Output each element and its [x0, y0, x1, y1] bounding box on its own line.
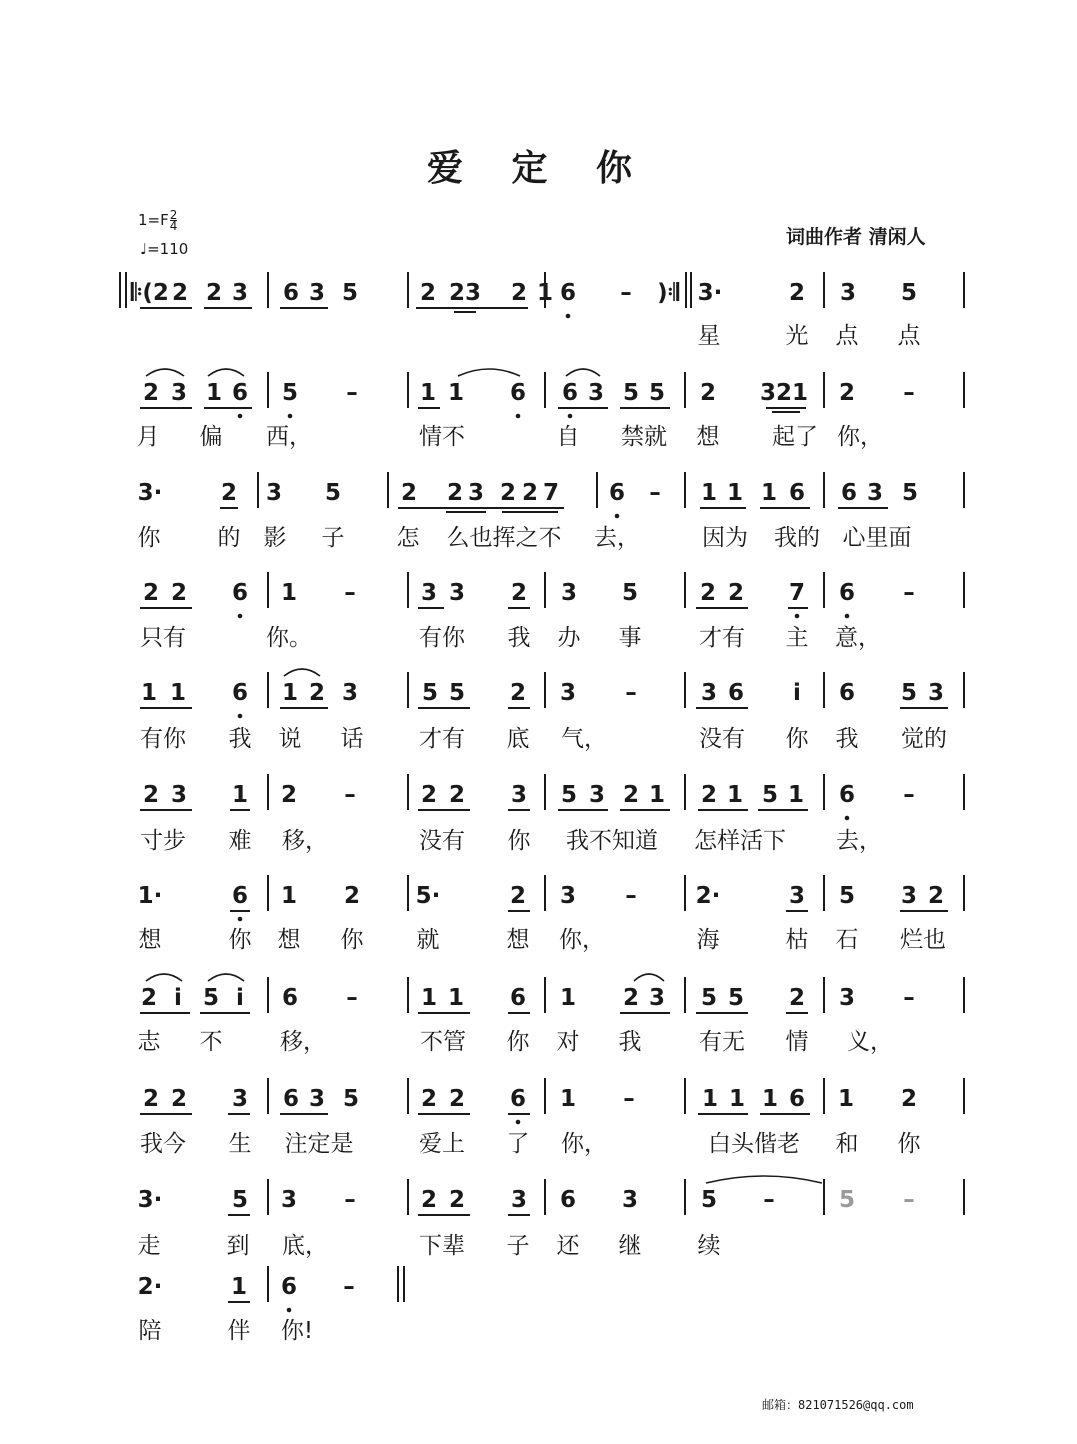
note: 1 [726, 782, 744, 808]
note: 5 [621, 580, 639, 606]
note: – [346, 985, 358, 1011]
note: 1 [536, 280, 554, 306]
note: 5 [900, 280, 918, 306]
lyric-syllable: 我不知道 [566, 828, 658, 854]
note: 1 [280, 580, 298, 606]
note: 2 [420, 1187, 438, 1213]
note: 5 [838, 883, 856, 909]
note: 3 [170, 782, 188, 808]
note: 1 [837, 1086, 855, 1112]
lyric-syllable: 你 [340, 927, 364, 953]
note: 3 [839, 280, 857, 306]
note: 𝄆(2 [131, 280, 169, 306]
note: 3 [510, 782, 528, 808]
note: 1 [420, 985, 438, 1011]
low-octave-dot [615, 514, 620, 519]
lyric-syllable: 你 [137, 525, 161, 551]
note: 2 [140, 985, 158, 1011]
note: 3 [866, 480, 884, 506]
low-octave-dot [566, 314, 571, 319]
note: 1 [230, 1274, 248, 1300]
note: 321 [759, 380, 809, 406]
lyric-syllable: 志 [137, 1029, 161, 1055]
lyric-syllable: 移， [282, 828, 328, 854]
note: 3 [308, 1086, 326, 1112]
lyric-syllable: 子 [506, 1233, 530, 1259]
note: 6 [840, 480, 858, 506]
note: 3 [170, 380, 188, 406]
note: 2 [280, 782, 298, 808]
note-layer [130, 280, 944, 1300]
note: 6 [788, 1086, 806, 1112]
note: 2 [142, 580, 160, 606]
lyric-syllable: 续 [697, 1233, 721, 1259]
note: 3 [280, 1187, 298, 1213]
lyric-syllable: 情不 [419, 424, 465, 450]
author-credit: 词曲作者 清闲人 [786, 226, 926, 248]
note: 1 [726, 480, 744, 506]
lyric-syllable: 难 [228, 828, 252, 854]
note: 2· [695, 883, 721, 909]
note: – [623, 1086, 635, 1112]
note: 3 [308, 280, 326, 306]
note: 3 [231, 280, 249, 306]
note: 2 [419, 280, 437, 306]
note: 6 [281, 985, 299, 1011]
note: 6 [509, 1086, 527, 1112]
note: 2 [400, 480, 418, 506]
note: 2 [509, 680, 527, 706]
note: 5 [324, 480, 342, 506]
note: 2 [788, 985, 806, 1011]
lyric-syllable: 说 [278, 726, 302, 752]
key-signature: 1=F [138, 211, 169, 229]
quarter-note-icon: ♩ [140, 240, 148, 258]
lyric-syllable: 月 [136, 424, 160, 450]
note: 3 [448, 580, 466, 606]
note: – [343, 1274, 355, 1300]
note: )𝄇 [657, 280, 679, 306]
note: 1 [728, 1086, 746, 1112]
lyric-syllable: 意， [835, 625, 881, 651]
low-octave-dot [516, 1120, 521, 1125]
note: 3 [265, 480, 283, 506]
tie-slur [284, 669, 320, 676]
lyric-syllable: 偏 [199, 424, 223, 450]
note: 23 [448, 280, 482, 306]
note: 3 [559, 883, 577, 909]
lyric-syllable: 自 [556, 424, 580, 450]
note: – [620, 280, 632, 306]
note: 1 [280, 883, 298, 909]
lyric-syllable: 你， [561, 1131, 607, 1157]
note: 1 [419, 380, 437, 406]
tempo-value: =110 [147, 240, 189, 258]
note: 2 [448, 1086, 466, 1112]
note: 2 [220, 480, 238, 506]
lyric-syllable: 因为 [702, 525, 748, 551]
note: – [903, 782, 915, 808]
lyric-syllable: 伴 [227, 1318, 251, 1344]
note: 1 [205, 380, 223, 406]
lyric-syllable: 寸步 [140, 828, 186, 854]
note: 1 [761, 1086, 779, 1112]
note: – [903, 580, 915, 606]
tie-slur [634, 974, 664, 981]
note: 5 [560, 782, 578, 808]
lyric-syllable: 气， [561, 726, 607, 752]
lyric-syllable: 去， [836, 828, 882, 854]
note: 2 [700, 782, 718, 808]
note: 2 [448, 782, 466, 808]
lyric-syllable: 星 [697, 323, 721, 349]
lyric-syllable: 怎 [396, 525, 420, 551]
note: 3 [838, 985, 856, 1011]
lyric-syllable: 和 [835, 1131, 859, 1157]
note: 2 [142, 380, 160, 406]
note: 3 [648, 985, 666, 1011]
note: 6 [559, 280, 577, 306]
note: 5 [838, 1187, 856, 1213]
note: 2 [699, 580, 717, 606]
lyric-syllable: 不管 [420, 1029, 466, 1055]
score-decorations [137, 308, 948, 1312]
note: 5 [648, 380, 666, 406]
note: 2 [699, 380, 717, 406]
note: 2 [927, 883, 945, 909]
tie-slur [706, 1176, 822, 1183]
low-octave-dot [568, 414, 573, 419]
note: 5 [761, 782, 779, 808]
note: 1 [231, 782, 249, 808]
lyric-syllable: 到 [226, 1233, 250, 1259]
note: 1 [281, 680, 299, 706]
lyric-syllable: 我 [228, 726, 252, 752]
lyric-syllable: 生 [228, 1131, 252, 1157]
note: 1 [140, 680, 158, 706]
note: 5 [727, 985, 745, 1011]
note: 3 [420, 580, 438, 606]
note: 1 [701, 1086, 719, 1112]
note: 5 [231, 1187, 249, 1213]
note: 6 [559, 1187, 577, 1213]
lyric-syllable: 底， [282, 1233, 328, 1259]
lyric-syllable: 的 [217, 525, 241, 551]
song-title: 爱 定 你 [426, 148, 651, 189]
note: 6 [231, 580, 249, 606]
note: 3 [560, 580, 578, 606]
lyric-syllable: 怎样活下 [694, 828, 786, 854]
tie-slur [208, 369, 244, 376]
note: 2 [170, 580, 188, 606]
low-octave-dot [845, 614, 850, 619]
note: – [625, 680, 637, 706]
lyric-syllable: 我的 [774, 525, 820, 551]
note: 1 [787, 782, 805, 808]
low-octave-dot [845, 816, 850, 821]
lyric-syllable: 陪 [138, 1318, 162, 1344]
note: 6 [509, 380, 527, 406]
note: 3 [788, 883, 806, 909]
lyric-syllable: 你 [897, 1131, 921, 1157]
lyric-syllable: 石 [835, 927, 859, 953]
lyric-syllable: 点 [835, 323, 859, 349]
note: 3 [467, 480, 485, 506]
note: 1 [447, 985, 465, 1011]
note: 5 [622, 380, 640, 406]
note: 2 [727, 580, 745, 606]
note: 3 [341, 680, 359, 706]
lyric-syllable: 心里面 [842, 525, 912, 551]
note: 3· [137, 480, 163, 506]
note: 5 [901, 480, 919, 506]
lyric-syllable: 我 [835, 726, 859, 752]
tie-slur [458, 369, 520, 376]
lyric-syllable: 不 [199, 1029, 223, 1055]
note: 3 [559, 680, 577, 706]
note: 2 [446, 480, 464, 506]
note: 5 [700, 1187, 718, 1213]
note: 2 [521, 480, 539, 506]
lyric-syllable: 影 [263, 525, 287, 551]
note: 2 [499, 480, 517, 506]
lyric-syllable: 光 [785, 323, 809, 349]
note: 6 [231, 883, 249, 909]
lyric-syllable: 起了 [772, 424, 818, 450]
lyric-syllable: 你 [507, 828, 531, 854]
note: 1 [447, 380, 465, 406]
note: 2 [622, 782, 640, 808]
note: 2 [510, 580, 528, 606]
lyric-syllable: 烂也 [900, 927, 946, 953]
low-octave-dot [287, 1308, 292, 1313]
note: 2 [171, 280, 189, 306]
time-signature-bottom: 4 [169, 219, 178, 233]
note: 2 [420, 1086, 438, 1112]
lyric-syllable: 对 [556, 1029, 580, 1055]
note: – [344, 1187, 356, 1213]
lyric-syllable: 你， [837, 424, 883, 450]
note: 2 [343, 883, 361, 909]
note: 2 [509, 883, 527, 909]
tie-slur [146, 974, 182, 981]
note: 3 [700, 680, 718, 706]
lyric-syllable: 办 [557, 625, 581, 651]
tie-slur [208, 974, 244, 981]
note: 6 [788, 480, 806, 506]
note: 1 [648, 782, 666, 808]
lyric-syllable: 西， [266, 424, 312, 450]
note: – [344, 782, 356, 808]
lyric-syllable: 点 [897, 323, 921, 349]
note: 5 [341, 280, 359, 306]
lyric-syllable: 事 [618, 625, 642, 651]
note: 5 [421, 680, 439, 706]
note: i [236, 985, 244, 1011]
lyric-syllable: 继 [618, 1233, 642, 1259]
lyric-syllable: 只有 [140, 625, 186, 651]
lyric-syllable: 主 [785, 625, 809, 651]
time-signature-top: 2 [169, 208, 178, 222]
note: 2 [420, 782, 438, 808]
note: 6 [509, 985, 527, 1011]
note: 2 [142, 782, 160, 808]
note: 5· [415, 883, 441, 909]
note: 1 [700, 480, 718, 506]
lyric-syllable: 有无 [699, 1029, 745, 1055]
lyric-syllable: 我今 [140, 1131, 186, 1157]
note: 6 [231, 680, 249, 706]
note: 1· [137, 883, 163, 909]
low-octave-dot [288, 414, 293, 419]
note: 6 [838, 680, 856, 706]
note: 6 [282, 1086, 300, 1112]
lyric-syllable: 话 [340, 726, 364, 752]
lyric-syllable: 去， [594, 525, 640, 551]
note: 1 [760, 480, 778, 506]
note: 5 [281, 380, 299, 406]
lyric-syllable: 枯 [785, 927, 809, 953]
lyric-syllable: 觉的 [901, 726, 947, 752]
note: 3 [900, 883, 918, 909]
low-octave-dot [516, 414, 521, 419]
lyric-syllable: 有你 [140, 726, 186, 752]
note: 6 [727, 680, 745, 706]
note: – [649, 480, 661, 506]
lyric-syllable: 有你 [419, 625, 465, 651]
low-octave-dot [238, 614, 243, 619]
note: – [903, 380, 915, 406]
lyric-syllable: 还 [556, 1233, 580, 1259]
lyric-syllable: 你 [506, 1029, 530, 1055]
tie-slur [146, 369, 184, 376]
low-octave-dot [238, 414, 243, 419]
lyric-syllable: 海 [696, 927, 720, 953]
lyric-syllable: 禁就 [621, 424, 667, 450]
lyric-syllable: 子 [321, 525, 345, 551]
note: 3 [587, 380, 605, 406]
note: 3· [697, 280, 723, 306]
lyric-syllable: 想 [696, 424, 720, 450]
note: 2 [142, 1086, 160, 1112]
lyric-syllable: 你。 [266, 625, 312, 651]
low-octave-dot [238, 917, 243, 922]
note: 3 [231, 1086, 249, 1112]
lyric-syllable: 你， [559, 927, 605, 953]
note: 6 [838, 580, 856, 606]
lyric-syllable: 才有 [699, 625, 745, 651]
note: 2 [170, 1086, 188, 1112]
low-octave-dot [795, 614, 800, 619]
note: – [625, 883, 637, 909]
note: 6 [231, 380, 249, 406]
lyric-syllable: 走 [137, 1233, 161, 1259]
lyric-syllable: 情 [785, 1029, 809, 1055]
note: i [793, 680, 801, 706]
note: 6 [280, 1274, 298, 1300]
lyric-syllable: 爱上 [419, 1131, 465, 1157]
lyric-syllable: 了 [506, 1131, 530, 1157]
note: 3· [137, 1187, 163, 1213]
lyric-syllable: 想 [506, 927, 530, 953]
note: 5 [448, 680, 466, 706]
note: 7 [788, 580, 806, 606]
lyric-syllable: 我 [618, 1029, 642, 1055]
note: 2 [838, 380, 856, 406]
note: 2 [308, 680, 326, 706]
note: 6 [608, 480, 626, 506]
note: 2 [448, 1187, 466, 1213]
tie-slur [566, 369, 600, 376]
note: – [763, 1187, 775, 1213]
lyric-syllable: 没有 [699, 726, 745, 752]
note: 5 [900, 680, 918, 706]
note: 1 [169, 680, 187, 706]
note: 2· [137, 1274, 163, 1300]
note: 1 [559, 1086, 577, 1112]
lyric-syllable: 白头偕老 [708, 1131, 800, 1157]
note: 5 [700, 985, 718, 1011]
low-octave-dot [238, 714, 243, 719]
lyric-syllable: 下辈 [419, 1233, 465, 1259]
lyric-syllable: 底 [506, 726, 530, 752]
note: 6 [282, 280, 300, 306]
lyric-syllable: 就 [416, 927, 440, 953]
note: i [174, 985, 182, 1011]
lyric-syllable: 你 [785, 726, 809, 752]
note: 6 [561, 380, 579, 406]
lyric-syllable: 义， [847, 1029, 893, 1055]
lyric-syllable: 想 [138, 927, 162, 953]
note: 6 [838, 782, 856, 808]
note: 2 [205, 280, 223, 306]
lyric-syllable: 注定是 [284, 1131, 354, 1157]
note: – [903, 985, 915, 1011]
note: 3 [621, 1187, 639, 1213]
lyric-syllable: 没有 [419, 828, 465, 854]
note: 2 [900, 1086, 918, 1112]
note: 7 [542, 480, 560, 506]
lyric-syllable: 移， [280, 1029, 326, 1055]
note: 2 [622, 985, 640, 1011]
note: 3 [510, 1187, 528, 1213]
note: – [346, 380, 358, 406]
lyric-syllable: 我 [507, 625, 531, 651]
note: 3 [588, 782, 606, 808]
note: 2 [788, 280, 806, 306]
note: 5 [202, 985, 220, 1011]
lyric-syllable: 才有 [419, 726, 465, 752]
footer-email: 邮箱：821071526@qq.com [762, 1398, 914, 1412]
lyric-syllable: 你 [228, 927, 252, 953]
note: 1 [559, 985, 577, 1011]
note: 2 [510, 280, 528, 306]
note: 3 [927, 680, 945, 706]
lyric-syllable: 么也挥之不 [446, 525, 562, 551]
note: 5 [342, 1086, 360, 1112]
note: – [344, 580, 356, 606]
note: – [903, 1187, 915, 1213]
lyric-syllable: 想 [277, 927, 301, 953]
lyric-syllable: 你! [280, 1318, 314, 1344]
